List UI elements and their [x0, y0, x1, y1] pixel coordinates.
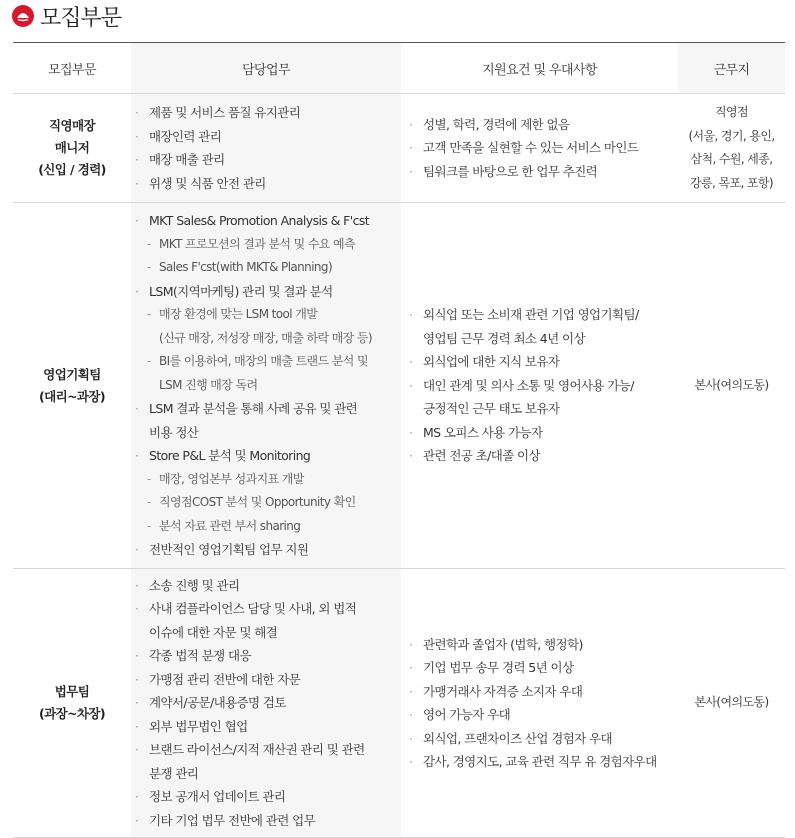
- duties-cell-list: [131, 101, 401, 195]
- duties-cell: [131, 203, 401, 569]
- list-item: · 위생 및 식품 안전 관리: [131, 172, 401, 196]
- list-item: · 팀워크를 바탕으로 한 업무 추진력: [405, 160, 678, 184]
- location-line: 본사(여의도동): [694, 695, 769, 710]
- list-item: · 소송 진행 및 관리: [131, 574, 401, 598]
- list-item: · 기업 법무 송무 경력 5년 이상: [405, 656, 678, 680]
- duties-cell: [131, 569, 401, 838]
- list-item: 분쟁 관리: [149, 765, 199, 781]
- table-header-row: [13, 43, 785, 94]
- location-line: 삼척, 수원, 세종,: [690, 152, 773, 166]
- position-line: (과장~차장): [39, 706, 105, 721]
- position-line: 매니저: [54, 140, 90, 155]
- list-item: 긍정적인 근무 태도 보유자: [423, 401, 560, 417]
- requirements-cell: [401, 569, 678, 838]
- position-cell: [13, 94, 131, 203]
- location-cell: [678, 203, 785, 569]
- section-heading: [12, 2, 121, 30]
- list-item: · 각종 법적 분쟁 대응: [131, 644, 401, 668]
- list-item: 이슈에 대한 자문 및 해결: [149, 624, 278, 640]
- list-item: · 사내 컴플라이언스 담당 및 사내, 외 법적: [131, 597, 401, 621]
- position-line: 법무팀: [54, 684, 90, 699]
- table-row: [13, 569, 785, 838]
- position-cell: [13, 569, 131, 838]
- list-item: · 외부 법무법인 협업: [131, 715, 401, 739]
- table-body: [13, 94, 785, 838]
- list-item: · LSM(지역마케팅) 관리 및 결과 분석: [131, 280, 401, 304]
- sub-list-item: - 분석 자료 관련 부서 sharing: [131, 515, 401, 539]
- sub-list-item: - 매장 환경에 맞는 LSM tool 개발: [131, 303, 401, 327]
- list-item: · 매장인력 관리: [131, 125, 401, 149]
- position-line: (대리~과장): [39, 388, 105, 404]
- location-line: 강릉, 목포, 포항): [690, 175, 773, 190]
- list-item: · 전반적인 영업기획팀 업무 지원: [131, 538, 401, 562]
- requirements-cell-list: [401, 303, 678, 468]
- list-item: · 관련학과 졸업자 (법학, 행정학): [405, 633, 678, 657]
- position-line: 직영매장: [49, 118, 95, 133]
- list-item: · Store P&L 분석 및 Monitoring: [131, 444, 401, 468]
- list-item: · 외식업, 프랜차이즈 산업 경험자 우대: [405, 727, 678, 751]
- table-row: [13, 203, 785, 569]
- duties-cell: [131, 94, 401, 203]
- list-item: · 가맹점 관리 전반에 대한 자문: [131, 668, 401, 692]
- position-line: 영업기획팀: [43, 366, 101, 382]
- list-item: 비용 정산: [149, 424, 199, 440]
- duties-cell-list: [131, 574, 401, 833]
- recruitment-table: [13, 42, 785, 838]
- list-item: · MKT Sales& Promotion Analysis & F'cst: [131, 209, 401, 233]
- sub-list-item: - MKT 프로모션의 결과 분석 및 수요 예측: [131, 233, 401, 257]
- position-cell: [13, 203, 131, 569]
- requirements-cell-list: [401, 113, 678, 184]
- sub-list-item: - 매장, 영업본부 성과지표 개발: [131, 468, 401, 492]
- requirements-cell: [401, 203, 678, 569]
- list-item: · 매장 매출 관리: [131, 148, 401, 172]
- list-item: · 대인 관계 및 의사 소통 및 영어사용 가능/: [405, 374, 678, 398]
- sub-list-item: - BI를 이용하여, 매장의 매출 트랜드 분석 및: [131, 350, 401, 374]
- list-item: · 계약서/공문/내용증명 검토: [131, 691, 401, 715]
- list-item: (신규 매장, 저성장 매장, 매출 하락 매장 등): [159, 330, 372, 345]
- header-duties: 담당업무: [131, 43, 401, 94]
- list-item: · 고객 만족을 실현할 수 있는 서비스 마인드: [405, 136, 678, 160]
- list-item: · 기타 기업 법무 전반에 관련 업무: [131, 809, 401, 833]
- header-requirements: 지원요건 및 우대사항: [401, 43, 678, 94]
- list-item: · 외식업 또는 소비재 관련 기업 영업기획팀/: [405, 303, 678, 327]
- list-item: · 브랜드 라이선스/지적 재산권 관리 및 관련: [131, 738, 401, 762]
- duties-cell-list: [131, 209, 401, 562]
- list-item: · MS 오피스 사용 가능자: [405, 421, 678, 445]
- list-item: · 가맹거래사 자격증 소지자 우대: [405, 680, 678, 704]
- position-line: (신입 / 경력): [38, 162, 106, 177]
- requirements-cell: [401, 94, 678, 203]
- location-cell: [678, 569, 785, 838]
- header-position: 모집부문: [13, 43, 131, 94]
- list-item: · 정보 공개서 업데이트 관리: [131, 785, 401, 809]
- list-item: · 제품 및 서비스 품질 유지관리: [131, 101, 401, 125]
- page-title: 모집부문: [40, 5, 122, 31]
- list-item: 영업팀 근무 경력 최소 4년 이상: [423, 330, 585, 346]
- location-line: (서울, 경기, 용인,: [688, 128, 775, 143]
- requirements-cell-list: [401, 633, 678, 774]
- location-line: 직영점: [715, 105, 748, 119]
- table-row: [13, 94, 785, 203]
- sub-list-item: - 직영점COST 분석 및 Opportunity 확인: [131, 491, 401, 515]
- list-item: · 영어 가능자 우대: [405, 703, 678, 727]
- list-item: · LSM 결과 분석을 통해 사례 공유 및 관련: [131, 397, 401, 421]
- list-item: · 감사, 경영지도, 교육 관련 직무 유 경험자우대: [405, 750, 678, 774]
- location-line: 본사(여의도동): [694, 377, 769, 392]
- list-item: · 성별, 학력, 경력에 제한 없음: [405, 113, 678, 137]
- sub-list-item: - Sales F'cst(with MKT& Planning): [131, 256, 401, 280]
- location-cell: [678, 94, 785, 203]
- list-item: · 관련 전공 초/대졸 이상: [405, 444, 678, 468]
- header-location: 근무지: [678, 43, 785, 94]
- list-item: · 외식업에 대한 지식 보유자: [405, 350, 678, 374]
- list-item: LSM 진행 매장 독려: [159, 377, 258, 392]
- pizza-hut-logo-icon: [12, 5, 34, 27]
